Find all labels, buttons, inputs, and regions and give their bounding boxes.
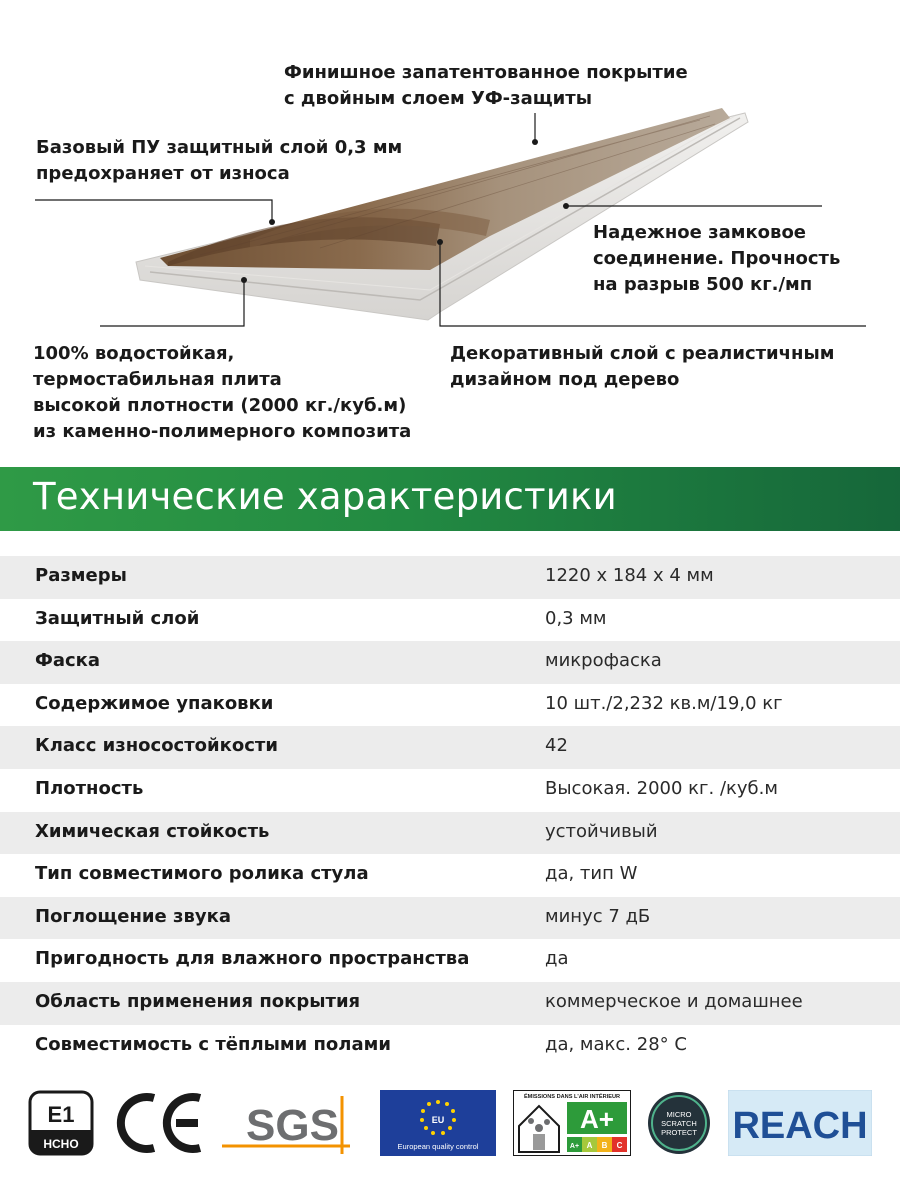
e1-text: E1: [47, 1102, 75, 1127]
emissions-header: ÉMISSIONS DANS L'AIR INTÉRIEUR: [523, 1094, 621, 1100]
callout-core: 100% водостойкая, термостабильная плита высокой плотности (2000 кг./куб.м) из каменно-полимерного композита: [33, 343, 412, 442]
spec-label: Совместимость с тёплыми полами: [35, 1033, 391, 1055]
spec-value: 1220 х 184 х 4 мм: [545, 565, 714, 586]
spec-row: [0, 599, 900, 642]
spec-value: микрофаска: [545, 650, 662, 672]
spec-value: 0,3 мм: [545, 607, 607, 629]
section-banner: [0, 467, 900, 531]
spec-row: [0, 897, 900, 940]
sgs-text: SGS: [246, 1101, 339, 1150]
spec-label: Плотность: [35, 777, 144, 799]
callout-lock: Надежное замковое соединение. Прочность на разрыв 500 кг./мп: [593, 222, 841, 295]
eu-caption-text: European quality control: [397, 1142, 479, 1151]
emissions-scale-b: B: [601, 1141, 608, 1150]
spec-value: да, тип W: [545, 863, 638, 885]
spec-label: Размеры: [35, 565, 127, 586]
micro-line2: SCRATCH: [661, 1119, 697, 1128]
spec-table: [0, 556, 900, 1067]
spec-label: Область применения покрытия: [35, 990, 361, 1012]
section-title: Технические характеристики: [33, 475, 617, 518]
callout-finish-coating: Финишное запатентованное покрытие с двойным слоем УФ-защиты: [284, 62, 688, 109]
ce-mark-logo: [112, 1090, 208, 1156]
spec-value: Высокая. 2000 кг. /куб.м: [545, 777, 778, 799]
eu-quality-logo: [380, 1090, 496, 1156]
spec-value: 42: [545, 735, 568, 757]
spec-row: [0, 939, 900, 982]
spec-value: минус 7 дБ: [545, 905, 651, 927]
spec-row: [0, 769, 900, 812]
spec-row: [0, 1025, 900, 1068]
micro-scratch-protect-logo: [646, 1090, 712, 1156]
spec-row: [0, 726, 900, 769]
spec-label: Пригодность для влажного пространства: [35, 948, 470, 970]
leader-pu: [35, 200, 272, 222]
emissions-grade: A+: [580, 1104, 614, 1134]
sgs-logo: [222, 1090, 362, 1156]
spec-row: [0, 556, 900, 599]
spec-row: [0, 641, 900, 684]
callout-pu-layer: Базовый ПУ защитный слой 0,3 мм предохраняет от износа: [36, 137, 403, 184]
spec-label: Тип совместимого ролика стула: [35, 863, 369, 885]
plank-diagram: [0, 0, 900, 460]
reach-logo: [728, 1090, 872, 1156]
spec-row: [0, 982, 900, 1025]
micro-line1: MICRO: [666, 1110, 692, 1119]
spec-value: 10 шт./2,232 кв.м/19,0 кг: [545, 692, 783, 714]
micro-line3: PROTECT: [661, 1128, 697, 1137]
spec-row: [0, 854, 900, 897]
spec-value: да: [545, 948, 569, 970]
spec-label: Поглощение звука: [35, 905, 231, 927]
spec-value: устойчивый: [545, 820, 658, 842]
spec-label: Содержимое упаковки: [35, 692, 274, 714]
emissions-a-plus-logo: [513, 1090, 631, 1156]
spec-label: Фаска: [35, 650, 101, 672]
spec-row: [0, 684, 900, 727]
spec-label: Защитный слой: [35, 607, 200, 629]
eu-badge-text: EU: [431, 1115, 445, 1125]
callout-decor: Декоративный слой с реалистичным дизайном под дерево: [450, 343, 835, 390]
spec-label: Класс износостойкости: [35, 735, 278, 757]
spec-row: [0, 812, 900, 855]
emissions-scale-c: C: [616, 1141, 623, 1150]
e1-hcho-logo: [28, 1090, 94, 1156]
emissions-scale-a: A: [586, 1141, 593, 1150]
spec-value: коммерческое и домашнее: [545, 990, 803, 1012]
spec-value: да, макс. 28° С: [545, 1033, 687, 1055]
reach-text: REACH: [732, 1105, 868, 1147]
emissions-scale-a-plus: A+: [569, 1143, 580, 1150]
spec-label: Химическая стойкость: [35, 820, 270, 842]
hcho-text: HCHO: [43, 1137, 79, 1151]
